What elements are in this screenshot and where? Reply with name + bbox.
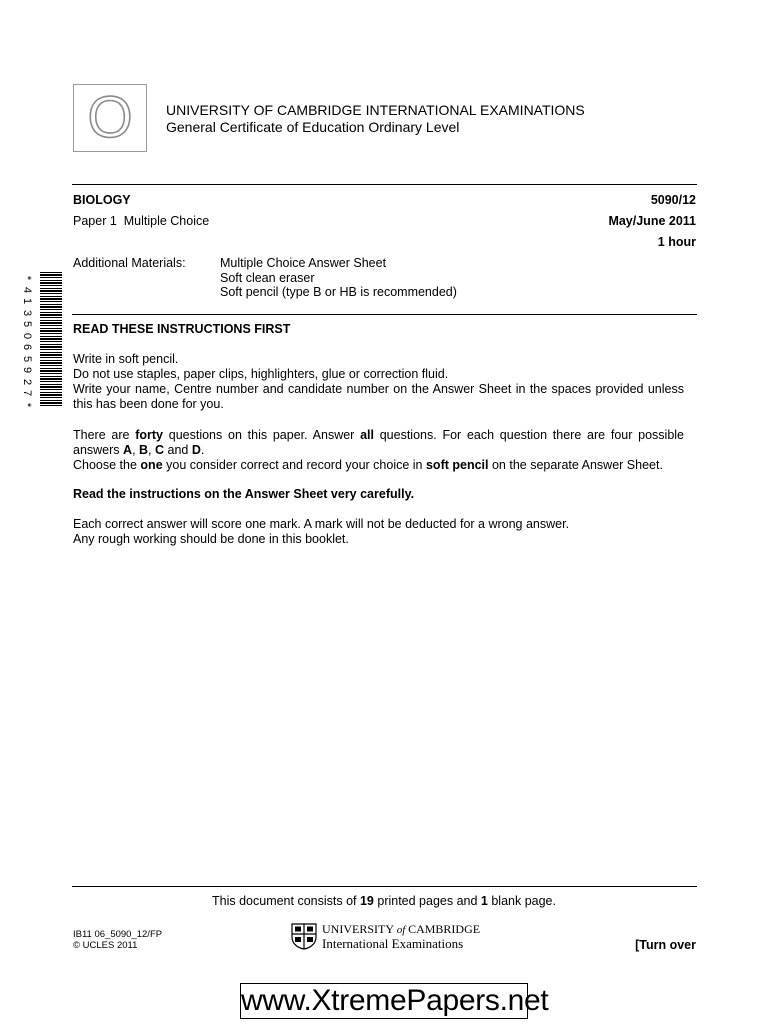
materials-label: Additional Materials:: [73, 256, 186, 270]
material-item: Soft pencil (type B or HB is recommended): [220, 285, 457, 299]
exam-session: May/June 2011: [608, 214, 696, 228]
cambridge-crest-icon: [291, 922, 317, 950]
logo-letter: O: [87, 85, 133, 150]
material-item: Soft clean eraser: [220, 270, 315, 285]
barcode-digit: 9: [21, 366, 33, 374]
barcode: [40, 272, 62, 408]
instructions-answer-sheet-note: Read the instructions on the Answer Sheet very carefully.: [73, 487, 415, 501]
barcode-digit: *: [21, 402, 33, 407]
instructions-paragraph-marks: Each correct answer will score one mark. A mark will not be deducted for a wrong answer. Any rough working should be done in this booklet.: [73, 517, 570, 546]
instructions-paragraph-2: There are forty questions on this paper. Answer all questions. For each question there are four possible answers A, B, C and D. Choose the one you consider correct and record your choice in soft pencil on the separate Answer Sheet.: [73, 428, 684, 472]
material-item: Multiple Choice Answer Sheet: [220, 256, 387, 270]
qualification-name: General Certificate of Education Ordinary Level: [166, 119, 460, 135]
divider-instructions: [72, 314, 697, 315]
barcode-digit: 3: [21, 309, 33, 316]
divider-footer: [72, 886, 697, 887]
barcode-digit: 6: [21, 343, 33, 351]
barcode-digit: 0: [21, 332, 33, 339]
subject: BIOLOGY: [73, 193, 131, 207]
instructions-paragraph-1: Write in soft pencil. Do not use staples, paper clips, highlighters, glue or correction fluid. Write your name, Centre number and candidate number on the Answer Sheet in the spaces provided unless this has been done for you.: [73, 352, 684, 411]
document-reference: IB11 06_5090_12/FP: [73, 929, 163, 940]
cambridge-logo-line1: UNIVERSITY of CAMBRIDGE: [322, 922, 481, 936]
barcode-digit: 5: [21, 355, 33, 362]
barcode-digit: 2: [21, 378, 33, 385]
barcode-digit: *: [21, 275, 33, 281]
divider-top: [72, 184, 697, 185]
paper-title: Paper 1 Multiple Choice: [73, 214, 210, 228]
barcode-number: [20, 272, 34, 408]
turn-over: [Turn over: [635, 938, 696, 952]
exam-duration: 1 hour: [657, 235, 696, 249]
copyright: © UCLES 2011: [73, 940, 138, 951]
watermark-link[interactable]: www.XtremePapers.net: [241, 984, 549, 1017]
instructions-heading: READ THESE INSTRUCTIONS FIRST: [73, 322, 291, 336]
exam-board-name: UNIVERSITY OF CAMBRIDGE INTERNATIONAL EXAMINATIONS: [166, 102, 585, 118]
barcode-digit: 4: [21, 286, 33, 293]
cambridge-logo-line2: International Examinations: [322, 936, 464, 951]
exam-board-logo: [73, 84, 147, 152]
barcode-digit: 1: [21, 297, 33, 305]
paper-code: 5090/12: [650, 193, 696, 207]
barcode-digit: 5: [21, 320, 33, 328]
barcode-digit: 7: [21, 389, 33, 397]
materials-list: [220, 256, 457, 300]
page-count: This document consists of 19 printed pages and 1 blank page.: [212, 894, 556, 908]
